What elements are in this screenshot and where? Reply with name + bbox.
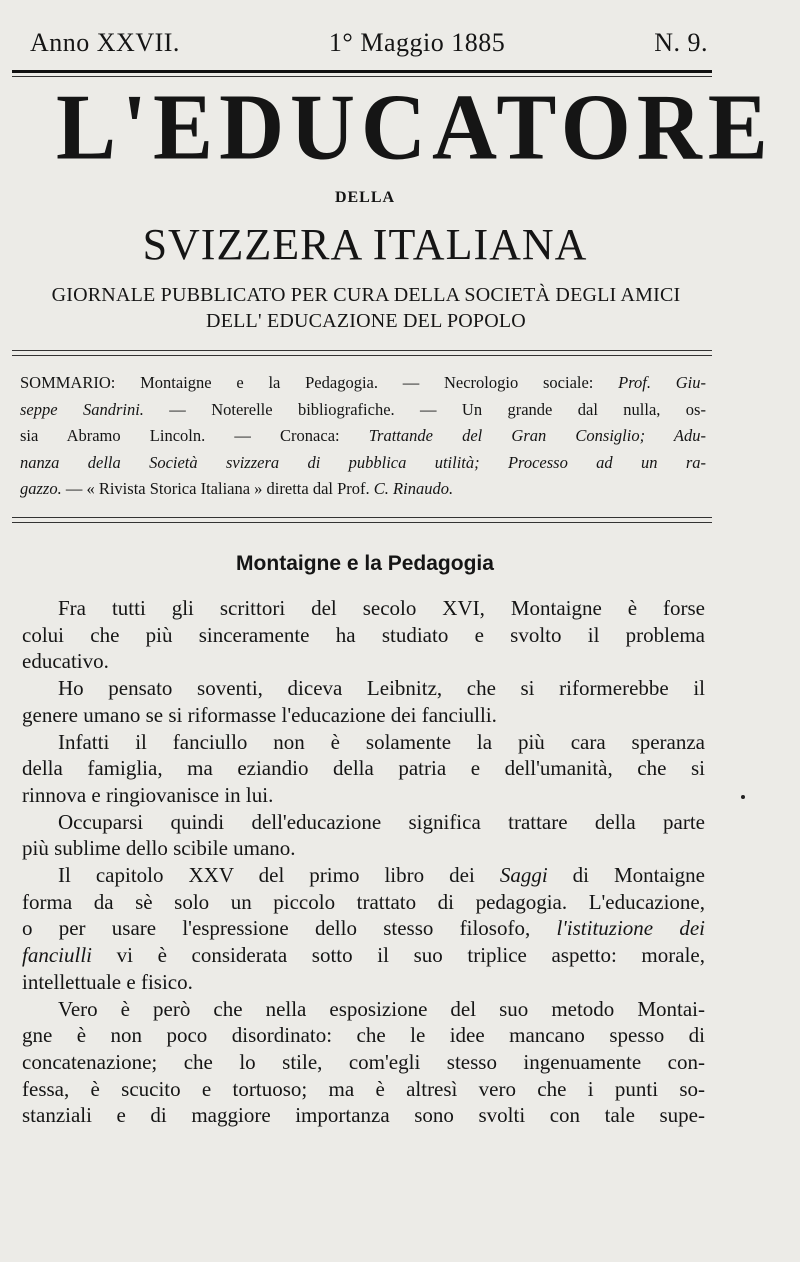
issue-date: 1° Maggio 1885 — [328, 28, 506, 57]
text-line: della famiglia, ma eziandio della patria e dell'umanità, che si — [22, 756, 705, 781]
text-line: educativo. — [22, 649, 109, 674]
masthead-line2: DELL' EDUCAZIONE DEL POPOLO — [206, 310, 526, 332]
text-line: Il capitolo XXV del primo libro dei Saggi di Montaigne — [58, 863, 705, 888]
sommario-rule-bottom2 — [12, 522, 712, 523]
sommario-rule-top2 — [12, 355, 712, 356]
text-line: Vero è però che nella esposizione del suo metodo Montai- — [58, 996, 705, 1021]
text-line: fanciulli vi è considerata sotto il suo triplice aspetto: morale, — [22, 943, 705, 968]
summary-line: SOMMARIO: Montaigne e la Pedagogia. — Necrologio sociale: Prof. Giu- — [20, 373, 707, 392]
text-line: rinnova e ringiovanisce in lui. — [22, 782, 274, 807]
text-line: colui che più sinceramente ha studiato e svolto il problema — [22, 622, 705, 647]
text-line: più sublime dello scibile umano. — [22, 836, 296, 861]
text-line: gne è non poco disordinato: che le idee mancano spesso di — [22, 1023, 705, 1048]
text-line: fessa, è scucito e tortuoso; ma è altresì vero che i punti so- — [22, 1076, 705, 1101]
text-line: Occuparsi quindi dell'educazione significa trattare della parte — [58, 809, 705, 834]
text-line: stanziali e di maggiore importanza sono svolti con tale supe- — [22, 1103, 705, 1128]
sommario-rule-bottom — [12, 517, 712, 518]
summary-line: nanza della Società svizzera di pubblica utilità; Processo ad un ra- — [20, 452, 706, 472]
text-line: Infatti il fanciullo non è solamente la più cara speranza — [58, 729, 705, 754]
issue-header — [30, 28, 708, 58]
text-line: concatenazione; che lo stile, com'egli stesso ingenuamente con- — [22, 1049, 705, 1074]
masthead-title: L'EDUCATORE — [56, 75, 774, 180]
masthead-della: DELLA — [334, 189, 396, 206]
text-line: forma da sè solo un piccolo trattato di pedagogia. L'educazione, — [22, 889, 705, 914]
ink-spot — [741, 795, 745, 799]
text-line: intellettuale e fisico. — [22, 969, 193, 994]
masthead-subtitle: SVIZZERA ITALIANA — [142, 220, 588, 269]
text-line: Fra tutti gli scrittori del secolo XVI, Montaigne è forse — [58, 596, 705, 620]
masthead-line1: GIORNALE PUBBLICATO PER CURA DELLA SOCIETÀ DEGLI AMICI — [51, 284, 681, 306]
summary-line: sia Abramo Lincoln. — Cronaca: Trattande del Gran Consiglio; Adu- — [20, 426, 706, 446]
article-title: Montaigne e la Pedagogia — [236, 552, 494, 575]
summary-line: gazzo. — « Rivista Storica Italiana » diretta dal Prof. C. Rinaudo. — [20, 479, 454, 499]
summary-block — [20, 370, 706, 503]
text-line: o per usare l'espressione dello stesso filosofo, l'istituzione dei — [22, 916, 705, 941]
issue-number: N. 9. — [654, 28, 708, 57]
volume-label: Anno XXVII. — [30, 28, 180, 57]
sommario-rule-top — [12, 350, 712, 351]
article-body — [22, 595, 705, 1129]
summary-line: seppe Sandrini. — Noterelle bibliografiche. — Un grande dal nulla, os- — [20, 399, 706, 419]
header-rule — [12, 70, 712, 73]
text-line: genere umano se si riformasse l'educazione dei fanciulli. — [22, 702, 497, 727]
text-line: Ho pensato soventi, diceva Leibnitz, che si riformerebbe il — [58, 676, 705, 701]
